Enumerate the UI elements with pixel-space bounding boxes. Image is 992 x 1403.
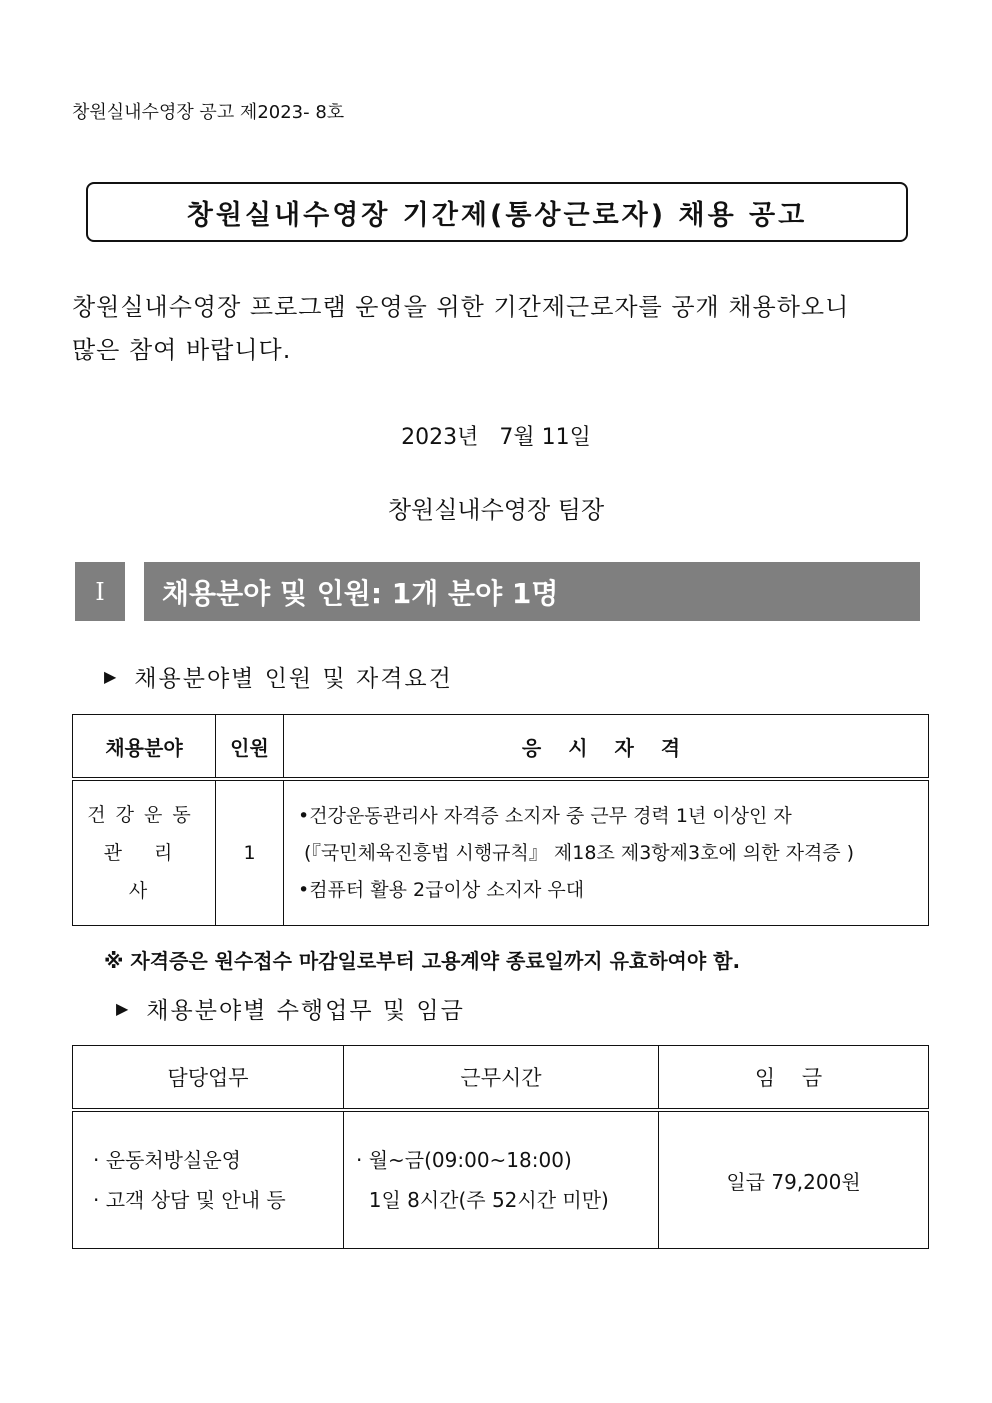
hours-cell [344, 1110, 659, 1249]
qualification-item: •컴퓨터 활용 2급이상 소지자 우대 [298, 878, 585, 901]
field-line: 건강운동 [87, 804, 201, 826]
header-hours: 근무시간 [344, 1046, 659, 1111]
section-title: 채용분야 및 인원: 1개 분야 1명 [144, 562, 920, 621]
qualification-item: (『국민체육진흥법 시행규칙』 제18조 제3항제3호에 의한 자격증 ) [298, 841, 855, 864]
qualification-table [72, 714, 929, 926]
header-field: 채용분야 [73, 715, 216, 780]
document-title: 창원실내수영장 기간제(통상근로자) 채용 공고 [86, 182, 908, 242]
header-wage: 임 금 [659, 1046, 929, 1111]
wage-cell: 일급 79,200원 [659, 1110, 929, 1249]
table-row [73, 779, 929, 926]
intro-line: 창원실내수영장 프로그램 운영을 위한 기간제근로자를 공개 채용하오니 [72, 293, 850, 321]
hours-item: 1일 8시간(주 52시간 미만) [356, 1188, 609, 1212]
duty-cell [73, 1110, 344, 1249]
duty-item: · 고객 상담 및 안내 등 [93, 1188, 286, 1212]
issuing-organization: 창원실내수영장 팀장 [387, 496, 605, 524]
header-qualification: 응 시 자 격 [284, 715, 929, 780]
field-line: 관리사 [103, 842, 205, 902]
notice-number: 창원실내수영장 공고 제2023- 8호 [72, 102, 345, 123]
duty-wage-table [72, 1045, 929, 1249]
table-row [73, 1110, 929, 1249]
header-duty: 담당업무 [73, 1046, 344, 1111]
table-header-row [73, 1046, 929, 1111]
subheading-qualifications [104, 660, 453, 693]
validity-note: ※ 자격증은 원수접수 마감일로부터 고용계약 종료일까지 유효하여야 함. [104, 949, 741, 973]
notice-date: 2023년 7월 11일 [401, 425, 591, 450]
count-cell: 1 [216, 779, 284, 926]
table-header-row [73, 715, 929, 780]
triangle-bullet-icon: ▶ [116, 999, 131, 1018]
qualification-cell [284, 779, 929, 926]
subheading-label: 채용분야별 인원 및 자격요건 [134, 666, 453, 692]
qualification-item: •건강운동관리사 자격증 소지자 중 근무 경력 1년 이상인 자 [298, 804, 792, 827]
intro-line: 많은 참여 바랍니다. [72, 336, 292, 364]
section-number: Ⅰ [75, 562, 125, 621]
field-cell [73, 779, 216, 926]
intro-paragraph [72, 286, 922, 372]
header-count: 인원 [216, 715, 284, 780]
duty-item: · 운동처방실운영 [93, 1148, 241, 1172]
subheading-label: 채용분야별 수행업무 및 임금 [146, 998, 465, 1024]
hours-item: · 월~금(09:00~18:00) [356, 1148, 572, 1172]
subheading-duties [116, 992, 465, 1025]
triangle-bullet-icon: ▶ [104, 667, 119, 686]
